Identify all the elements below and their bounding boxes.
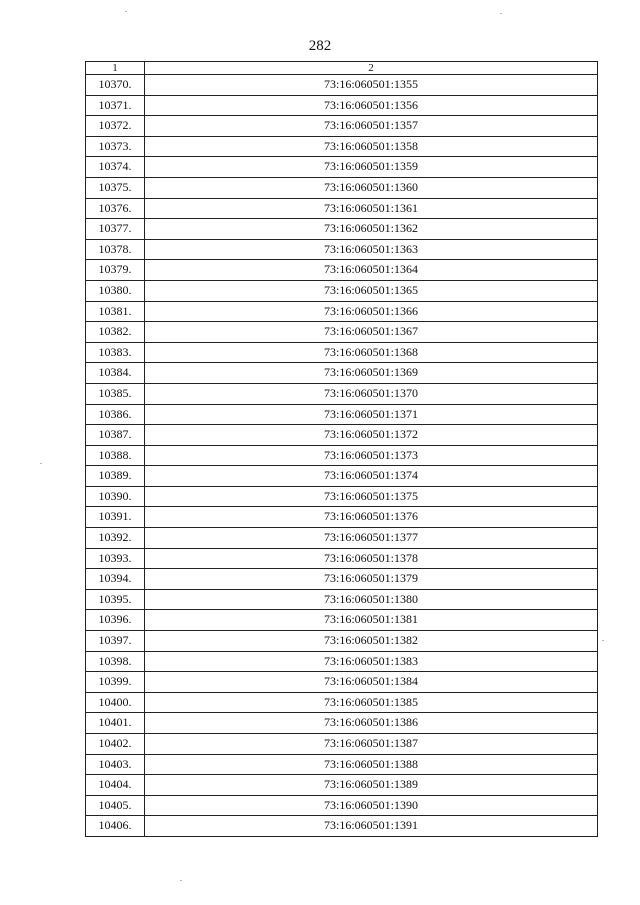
table-row <box>86 631 598 652</box>
row-number: 10386. <box>86 404 145 425</box>
cadastral-number: 73:16:060501:1373 <box>145 445 598 466</box>
cadastral-number: 73:16:060501:1380 <box>145 589 598 610</box>
table-row <box>86 589 598 610</box>
row-number: 10375. <box>86 177 145 198</box>
cadastral-number: 73:16:060501:1356 <box>145 95 598 116</box>
cadastral-number: 73:16:060501:1384 <box>145 672 598 693</box>
row-number: 10392. <box>86 528 145 549</box>
row-number: 10393. <box>86 548 145 569</box>
table-row <box>86 404 598 425</box>
row-number: 10384. <box>86 363 145 384</box>
cadastral-number: 73:16:060501:1388 <box>145 754 598 775</box>
row-number: 10395. <box>86 589 145 610</box>
cadastral-number: 73:16:060501:1382 <box>145 631 598 652</box>
cadastral-number: 73:16:060501:1378 <box>145 548 598 569</box>
cadastral-number: 73:16:060501:1385 <box>145 692 598 713</box>
row-number: 10377. <box>86 219 145 240</box>
row-number: 10394. <box>86 569 145 590</box>
cadastral-number: 73:16:060501:1370 <box>145 383 598 404</box>
cadastral-number: 73:16:060501:1390 <box>145 795 598 816</box>
row-number: 10406. <box>86 816 145 837</box>
table-header-row <box>86 62 598 75</box>
cadastral-number: 73:16:060501:1361 <box>145 198 598 219</box>
row-number: 10396. <box>86 610 145 631</box>
cadastral-number: 73:16:060501:1376 <box>145 507 598 528</box>
cadastral-number: 73:16:060501:1369 <box>145 363 598 384</box>
cadastral-number: 73:16:060501:1368 <box>145 342 598 363</box>
cadastral-number: 73:16:060501:1365 <box>145 280 598 301</box>
column-header-number: 1 <box>86 62 145 75</box>
table-row <box>86 301 598 322</box>
table-row <box>86 383 598 404</box>
cadastral-number: 73:16:060501:1364 <box>145 260 598 281</box>
table-row <box>86 116 598 137</box>
row-number: 10397. <box>86 631 145 652</box>
row-number: 10403. <box>86 754 145 775</box>
table-row <box>86 528 598 549</box>
scan-speck <box>180 880 182 881</box>
row-number: 10376. <box>86 198 145 219</box>
table-row <box>86 280 598 301</box>
table-row <box>86 548 598 569</box>
table-row <box>86 198 598 219</box>
row-number: 10370. <box>86 75 145 96</box>
table-row <box>86 672 598 693</box>
table-row <box>86 239 598 260</box>
row-number: 10401. <box>86 713 145 734</box>
table-row <box>86 713 598 734</box>
cadastral-number: 73:16:060501:1355 <box>145 75 598 96</box>
table-row <box>86 425 598 446</box>
row-number: 10383. <box>86 342 145 363</box>
cadastral-number: 73:16:060501:1358 <box>145 136 598 157</box>
row-number: 10398. <box>86 651 145 672</box>
cadastral-number: 73:16:060501:1381 <box>145 610 598 631</box>
cadastral-number: 73:16:060501:1375 <box>145 486 598 507</box>
cadastral-number: 73:16:060501:1363 <box>145 239 598 260</box>
cadastral-number: 73:16:060501:1383 <box>145 651 598 672</box>
table-row <box>86 775 598 796</box>
cadastral-number: 73:16:060501:1359 <box>145 157 598 178</box>
table-row <box>86 260 598 281</box>
page-number: 282 <box>308 38 332 54</box>
table-row <box>86 363 598 384</box>
cadastral-number: 73:16:060501:1389 <box>145 775 598 796</box>
scan-speck <box>40 463 42 464</box>
row-number: 10380. <box>86 280 145 301</box>
table-row <box>86 651 598 672</box>
row-number: 10400. <box>86 692 145 713</box>
scan-speck <box>602 640 604 641</box>
cadastral-number: 73:16:060501:1360 <box>145 177 598 198</box>
table-row <box>86 734 598 755</box>
table-row <box>86 569 598 590</box>
row-number: 10379. <box>86 260 145 281</box>
table-row <box>86 486 598 507</box>
table-row <box>86 75 598 96</box>
cadastral-number: 73:16:060501:1391 <box>145 816 598 837</box>
row-number: 10374. <box>86 157 145 178</box>
row-number: 10390. <box>86 486 145 507</box>
row-number: 10378. <box>86 239 145 260</box>
table-row <box>86 157 598 178</box>
cadastral-number: 73:16:060501:1372 <box>145 425 598 446</box>
cadastral-number: 73:16:060501:1374 <box>145 466 598 487</box>
row-number: 10399. <box>86 672 145 693</box>
row-number: 10387. <box>86 425 145 446</box>
row-number: 10373. <box>86 136 145 157</box>
table-row <box>86 466 598 487</box>
cadastral-number: 73:16:060501:1366 <box>145 301 598 322</box>
row-number: 10381. <box>86 301 145 322</box>
cadastral-number: 73:16:060501:1357 <box>145 116 598 137</box>
table-row <box>86 692 598 713</box>
cadastral-number: 73:16:060501:1367 <box>145 322 598 343</box>
table-row <box>86 95 598 116</box>
row-number: 10372. <box>86 116 145 137</box>
table-row <box>86 342 598 363</box>
table-row <box>86 795 598 816</box>
scan-speck <box>500 13 502 14</box>
row-number: 10389. <box>86 466 145 487</box>
table-row <box>86 219 598 240</box>
row-number: 10402. <box>86 734 145 755</box>
row-number: 10388. <box>86 445 145 466</box>
cadastral-number: 73:16:060501:1386 <box>145 713 598 734</box>
column-header-code: 2 <box>145 62 598 75</box>
table-row <box>86 445 598 466</box>
cadastral-number: 73:16:060501:1362 <box>145 219 598 240</box>
cadastral-number: 73:16:060501:1377 <box>145 528 598 549</box>
row-number: 10382. <box>86 322 145 343</box>
cadastral-number: 73:16:060501:1379 <box>145 569 598 590</box>
cadastral-number: 73:16:060501:1387 <box>145 734 598 755</box>
cadastral-number: 73:16:060501:1371 <box>145 404 598 425</box>
row-number: 10405. <box>86 795 145 816</box>
table-row <box>86 507 598 528</box>
table-row <box>86 610 598 631</box>
table-row <box>86 322 598 343</box>
row-number: 10404. <box>86 775 145 796</box>
row-number: 10371. <box>86 95 145 116</box>
table-row <box>86 177 598 198</box>
scan-speck <box>125 11 127 12</box>
registry-table <box>85 61 598 837</box>
row-number: 10391. <box>86 507 145 528</box>
table-row <box>86 754 598 775</box>
table-row <box>86 136 598 157</box>
row-number: 10385. <box>86 383 145 404</box>
table-body <box>86 75 598 837</box>
table-row <box>86 816 598 837</box>
